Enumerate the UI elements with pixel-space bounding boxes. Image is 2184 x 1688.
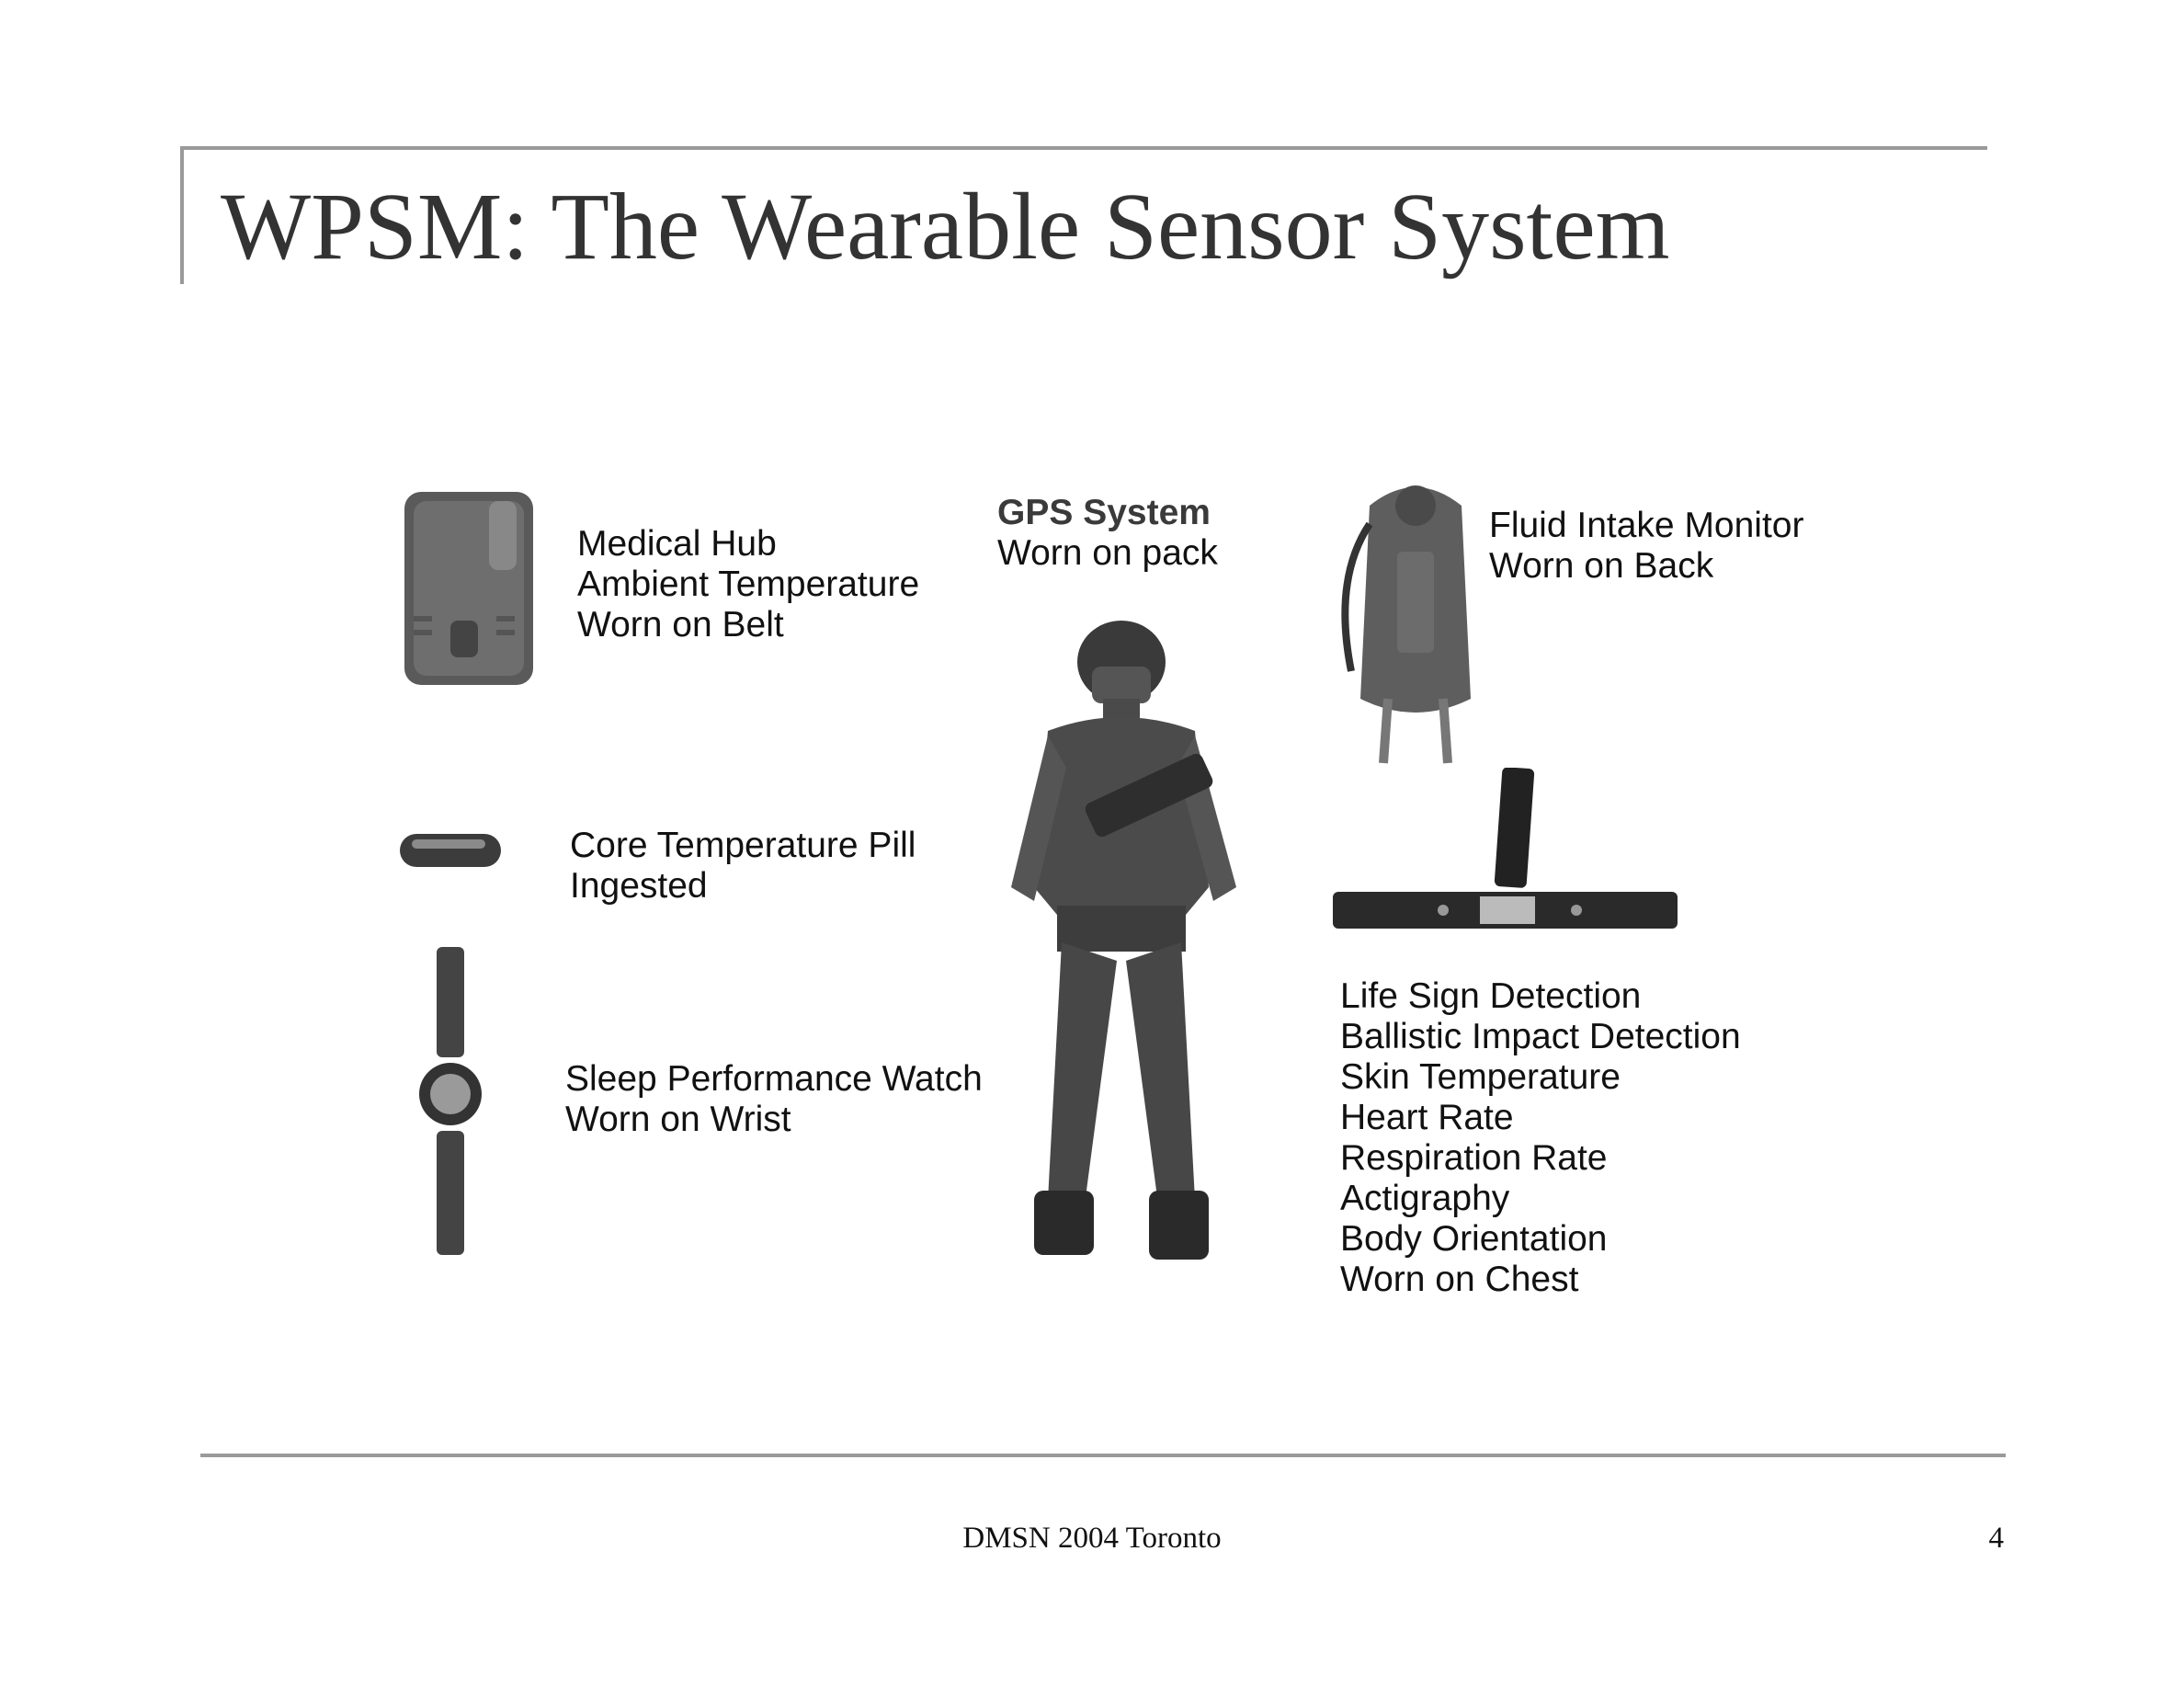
gps-soldier-icon [984,611,1259,1310]
wrist-watch-icon [414,947,487,1260]
core-pill-line-1: Core Temperature Pill [570,826,916,865]
fluid-monitor-line-1: Fluid Intake Monitor [1489,506,1804,545]
chest-strap-line-7: Body Orientation [1340,1219,1608,1259]
chest-strap-icon [1333,768,1682,938]
medical-hub-line-2: Ambient Temperature [577,565,920,604]
chest-strap-line-5: Respiration Rate [1340,1138,1608,1178]
medical-hub-line-3: Worn on Belt [577,605,784,644]
chest-strap-line-2: Ballistic Impact Detection [1340,1017,1741,1056]
fluid-monitor-line-2: Worn on Back [1489,546,1714,586]
core-pill-line-2: Ingested [570,866,708,906]
medical-hub-label [577,524,919,645]
hydration-pack-icon [1333,469,1498,772]
title-frame-left-rule [180,146,184,284]
page-number: 4 [1988,1522,2004,1555]
chest-strap-line-8: Worn on Chest [1340,1260,1579,1299]
chest-strap-line-1: Life Sign Detection [1340,976,1642,1016]
chest-strap-line-3: Skin Temperature [1340,1057,1621,1097]
gps-subtitle: Worn on pack [997,533,1218,573]
chest-strap-label [1340,976,1741,1300]
title-frame-top-rule [180,146,1987,150]
watch-label [565,1059,983,1140]
watch-line-1: Sleep Performance Watch [565,1059,983,1099]
watch-line-2: Worn on Wrist [565,1100,791,1139]
chest-strap-line-4: Heart Rate [1340,1098,1514,1137]
medical-hub-device-icon [386,478,542,699]
sensor-system-figure [358,451,1848,1333]
slide-title: WPSM: The Wearable Sensor System [221,174,1670,279]
slide-footer: DMSN 2004 Toronto [962,1522,1222,1555]
core-pill-label [570,826,916,907]
chest-strap-line-6: Actigraphy [1340,1179,1510,1218]
footer-rule [200,1454,2006,1457]
temperature-pill-icon [395,823,506,878]
gps-title: GPS System [997,493,1211,532]
medical-hub-line-1: Medical Hub [577,524,777,564]
fluid-monitor-label [1489,506,1804,587]
gps-label [997,493,1218,574]
